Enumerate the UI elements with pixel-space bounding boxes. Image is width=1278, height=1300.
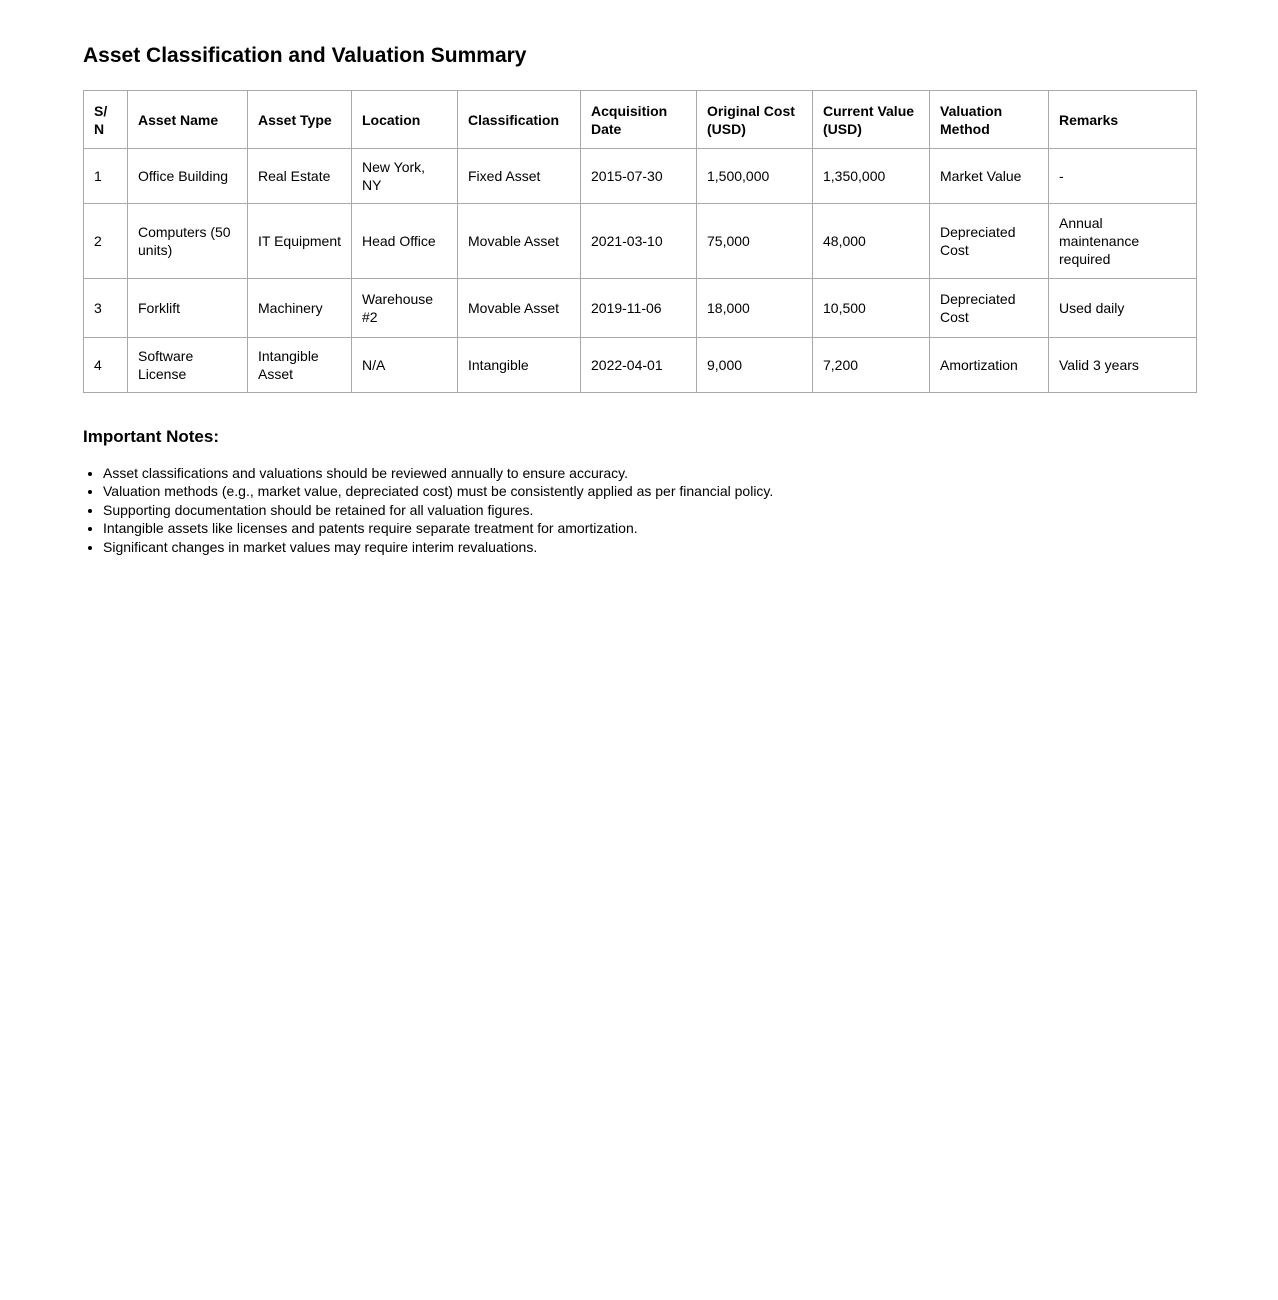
note-item: • Valuation methods (e.g., market value, depreciated cost) must be consistently applied as per financial policy. bbox=[103, 482, 1196, 501]
note-item: • Supporting documentation should be retained for all valuation figures. bbox=[103, 501, 1196, 520]
cell-acquisition-date: 2022-04-01 bbox=[581, 338, 697, 393]
cell-original-cost: 18,000 bbox=[697, 279, 813, 338]
notes-heading: Important Notes: bbox=[83, 427, 219, 447]
column-header-current-value: Current Value (USD) bbox=[813, 91, 930, 149]
cell-asset-name: Forklift bbox=[128, 279, 248, 338]
cell-classification: Intangible bbox=[458, 338, 581, 393]
table-row bbox=[84, 149, 1197, 204]
cell-remarks: - bbox=[1049, 149, 1197, 204]
cell-original-cost: 9,000 bbox=[697, 338, 813, 393]
note-item: • Asset classifications and valuations should be reviewed annually to ensure accuracy. bbox=[103, 464, 1196, 483]
cell-acquisition-date: 2015-07-30 bbox=[581, 149, 697, 204]
cell-valuation-method: Depreciated Cost bbox=[930, 279, 1049, 338]
note-item: • Significant changes in market values may require interim revaluations. bbox=[103, 538, 1196, 557]
cell-classification: Movable Asset bbox=[458, 204, 581, 279]
cell-location: Head Office bbox=[352, 204, 458, 279]
cell-asset-type: Real Estate bbox=[248, 149, 352, 204]
cell-current-value: 1,350,000 bbox=[813, 149, 930, 204]
cell-sn: 3 bbox=[84, 279, 128, 338]
column-header-remarks: Remarks bbox=[1049, 91, 1197, 149]
column-header-location: Location bbox=[352, 91, 458, 149]
cell-remarks: Used daily bbox=[1049, 279, 1197, 338]
column-header-acquisition-date: Acquisition Date bbox=[581, 91, 697, 149]
cell-valuation-method: Market Value bbox=[930, 149, 1049, 204]
cell-sn: 4 bbox=[84, 338, 128, 393]
cell-sn: 1 bbox=[84, 149, 128, 204]
cell-asset-type: Intangible Asset bbox=[248, 338, 352, 393]
cell-current-value: 7,200 bbox=[813, 338, 930, 393]
column-header-sn: S/N bbox=[84, 91, 128, 149]
cell-remarks: Valid 3 years bbox=[1049, 338, 1197, 393]
cell-asset-name: Computers (50 units) bbox=[128, 204, 248, 279]
table-header-row bbox=[84, 91, 1197, 149]
cell-sn: 2 bbox=[84, 204, 128, 279]
table-row bbox=[84, 204, 1197, 279]
table-row bbox=[84, 279, 1197, 338]
cell-current-value: 48,000 bbox=[813, 204, 930, 279]
column-header-asset-type: Asset Type bbox=[248, 91, 352, 149]
table-row bbox=[84, 338, 1197, 393]
asset-valuation-table bbox=[83, 90, 1197, 393]
cell-valuation-method: Depreciated Cost bbox=[930, 204, 1049, 279]
notes-list bbox=[83, 464, 1196, 557]
cell-acquisition-date: 2021-03-10 bbox=[581, 204, 697, 279]
cell-acquisition-date: 2019-11-06 bbox=[581, 279, 697, 338]
column-header-valuation-method: Valuation Method bbox=[930, 91, 1049, 149]
cell-classification: Movable Asset bbox=[458, 279, 581, 338]
cell-classification: Fixed Asset bbox=[458, 149, 581, 204]
cell-original-cost: 75,000 bbox=[697, 204, 813, 279]
cell-asset-name: Software License bbox=[128, 338, 248, 393]
column-header-classification: Classification bbox=[458, 91, 581, 149]
cell-original-cost: 1,500,000 bbox=[697, 149, 813, 204]
cell-asset-type: IT Equipment bbox=[248, 204, 352, 279]
cell-asset-name: Office Building bbox=[128, 149, 248, 204]
cell-remarks: Annual maintenance required bbox=[1049, 204, 1197, 279]
column-header-asset-name: Asset Name bbox=[128, 91, 248, 149]
cell-location: Warehouse #2 bbox=[352, 279, 458, 338]
note-item: • Intangible assets like licenses and patents require separate treatment for amortization. bbox=[103, 519, 1196, 538]
cell-asset-type: Machinery bbox=[248, 279, 352, 338]
cell-current-value: 10,500 bbox=[813, 279, 930, 338]
cell-location: New York, NY bbox=[352, 149, 458, 204]
cell-valuation-method: Amortization bbox=[930, 338, 1049, 393]
column-header-original-cost: Original Cost (USD) bbox=[697, 91, 813, 149]
cell-location: N/A bbox=[352, 338, 458, 393]
page-title: Asset Classification and Valuation Summary bbox=[83, 44, 527, 67]
